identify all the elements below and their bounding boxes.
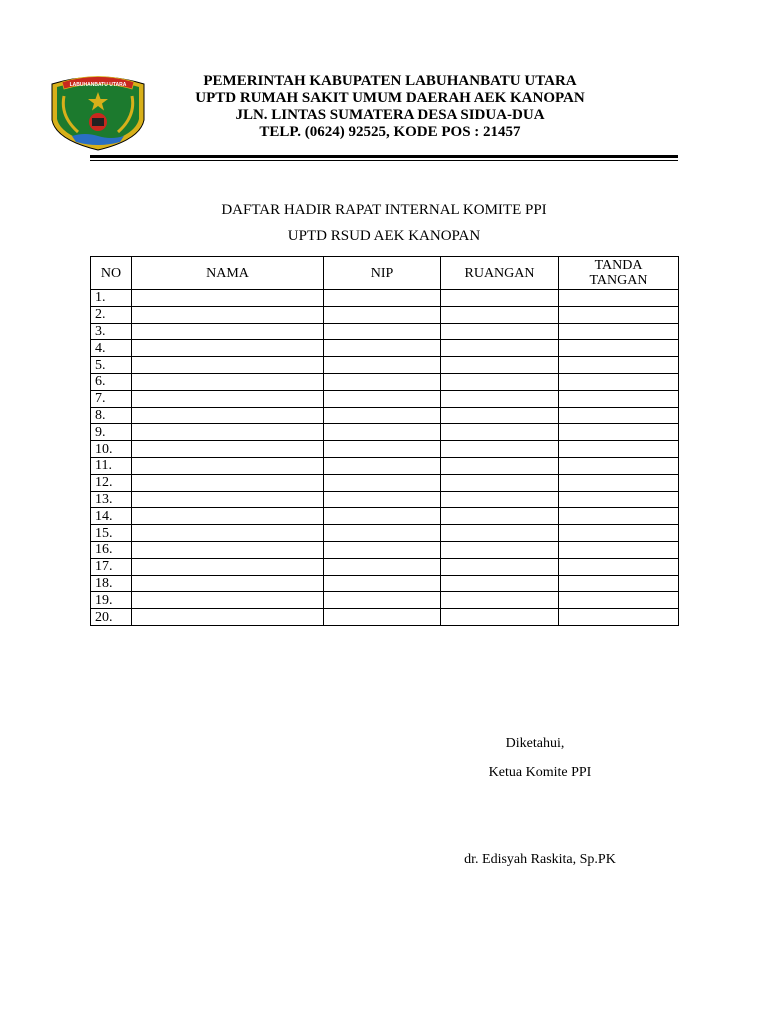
row-ruangan-cell[interactable] bbox=[441, 340, 559, 357]
row-nip-cell[interactable] bbox=[324, 290, 441, 307]
row-nama-cell[interactable] bbox=[132, 508, 324, 525]
row-ruangan-cell[interactable] bbox=[441, 424, 559, 441]
table-row bbox=[91, 306, 679, 323]
row-nip-cell[interactable] bbox=[324, 441, 441, 458]
letterhead-government-line: PEMERINTAH KABUPATEN LABUHANBATU UTARA bbox=[203, 73, 577, 89]
table-row bbox=[91, 441, 679, 458]
row-nama-cell[interactable] bbox=[132, 373, 324, 390]
row-ruangan-cell[interactable] bbox=[441, 491, 559, 508]
table-row bbox=[91, 357, 679, 374]
letterhead-contact-line: TELP. (0624) 92525, KODE POS : 21457 bbox=[259, 124, 521, 140]
row-nip-cell[interactable] bbox=[324, 407, 441, 424]
table-row bbox=[91, 424, 679, 441]
row-number: 11. bbox=[91, 457, 132, 474]
letterhead-hospital-line: UPTD RUMAH SAKIT UMUM DAERAH AEK KANOPAN bbox=[195, 90, 585, 106]
attendance-table-body bbox=[91, 290, 679, 626]
table-row bbox=[91, 457, 679, 474]
row-nama-cell[interactable] bbox=[132, 592, 324, 609]
row-ruangan-cell[interactable] bbox=[441, 373, 559, 390]
row-nama-cell[interactable] bbox=[132, 407, 324, 424]
row-signature-cell[interactable] bbox=[559, 525, 679, 542]
row-signature-cell[interactable] bbox=[559, 592, 679, 609]
row-number: 4. bbox=[91, 340, 132, 357]
row-nama-cell[interactable] bbox=[132, 457, 324, 474]
row-nip-cell[interactable] bbox=[324, 491, 441, 508]
row-nama-cell[interactable] bbox=[132, 323, 324, 340]
row-nip-cell[interactable] bbox=[324, 525, 441, 542]
table-row bbox=[91, 558, 679, 575]
row-nama-cell[interactable] bbox=[132, 424, 324, 441]
letterhead-divider-thin bbox=[90, 160, 678, 161]
row-nip-cell[interactable] bbox=[324, 306, 441, 323]
row-signature-cell[interactable] bbox=[559, 373, 679, 390]
row-number: 6. bbox=[91, 373, 132, 390]
row-ruangan-cell[interactable] bbox=[441, 541, 559, 558]
row-number: 19. bbox=[91, 592, 132, 609]
table-row bbox=[91, 323, 679, 340]
row-ruangan-cell[interactable] bbox=[441, 609, 559, 626]
row-number: 7. bbox=[91, 390, 132, 407]
header-nama: NAMA bbox=[132, 257, 324, 290]
row-nip-cell[interactable] bbox=[324, 474, 441, 491]
row-nip-cell[interactable] bbox=[324, 575, 441, 592]
row-nama-cell[interactable] bbox=[132, 290, 324, 307]
row-signature-cell[interactable] bbox=[559, 390, 679, 407]
row-number: 10. bbox=[91, 441, 132, 458]
row-signature-cell[interactable] bbox=[559, 508, 679, 525]
row-nip-cell[interactable] bbox=[324, 592, 441, 609]
letterhead-address-line: JLN. LINTAS SUMATERA DESA SIDUA-DUA bbox=[235, 107, 545, 123]
row-number: 20. bbox=[91, 609, 132, 626]
table-row bbox=[91, 491, 679, 508]
row-number: 13. bbox=[91, 491, 132, 508]
row-signature-cell[interactable] bbox=[559, 575, 679, 592]
row-number: 17. bbox=[91, 558, 132, 575]
row-ruangan-cell[interactable] bbox=[441, 290, 559, 307]
row-nama-cell[interactable] bbox=[132, 575, 324, 592]
row-nip-cell[interactable] bbox=[324, 323, 441, 340]
table-row bbox=[91, 575, 679, 592]
row-signature-cell[interactable] bbox=[559, 457, 679, 474]
row-nip-cell[interactable] bbox=[324, 357, 441, 374]
row-number: 5. bbox=[91, 357, 132, 374]
row-signature-cell[interactable] bbox=[559, 424, 679, 441]
row-nama-cell[interactable] bbox=[132, 491, 324, 508]
row-number: 16. bbox=[91, 541, 132, 558]
row-number: 9. bbox=[91, 424, 132, 441]
header-no: NO bbox=[91, 257, 132, 290]
row-nama-cell[interactable] bbox=[132, 525, 324, 542]
table-row bbox=[91, 541, 679, 558]
row-nama-cell[interactable] bbox=[132, 609, 324, 626]
row-nama-cell[interactable] bbox=[132, 340, 324, 357]
table-row bbox=[91, 609, 679, 626]
row-nama-cell[interactable] bbox=[132, 558, 324, 575]
table-row bbox=[91, 290, 679, 307]
row-ruangan-cell[interactable] bbox=[441, 474, 559, 491]
row-ruangan-cell[interactable] bbox=[441, 525, 559, 542]
row-signature-cell[interactable] bbox=[559, 491, 679, 508]
svg-text:LABUHANBATU UTARA: LABUHANBATU UTARA bbox=[69, 82, 127, 88]
row-ruangan-cell[interactable] bbox=[441, 323, 559, 340]
document-subtitle: UPTD RSUD AEK KANOPAN bbox=[287, 228, 481, 244]
table-row bbox=[91, 474, 679, 491]
row-number: 12. bbox=[91, 474, 132, 491]
row-signature-cell[interactable] bbox=[559, 306, 679, 323]
attendance-table-header-row bbox=[91, 257, 679, 290]
row-nip-cell[interactable] bbox=[324, 457, 441, 474]
row-nip-cell[interactable] bbox=[324, 508, 441, 525]
row-signature-cell[interactable] bbox=[559, 340, 679, 357]
row-nip-cell[interactable] bbox=[324, 340, 441, 357]
row-number: 14. bbox=[91, 508, 132, 525]
row-signature-cell[interactable] bbox=[559, 357, 679, 374]
table-row bbox=[91, 407, 679, 424]
row-nip-cell[interactable] bbox=[324, 541, 441, 558]
row-signature-cell[interactable] bbox=[559, 323, 679, 340]
letterhead-divider-thick bbox=[90, 155, 678, 158]
attendance-table bbox=[90, 256, 679, 626]
row-number: 2. bbox=[91, 306, 132, 323]
table-row bbox=[91, 373, 679, 390]
table-row bbox=[91, 508, 679, 525]
header-nip: NIP bbox=[324, 257, 441, 290]
row-ruangan-cell[interactable] bbox=[441, 558, 559, 575]
row-nip-cell[interactable] bbox=[324, 558, 441, 575]
header-tanda-tangan: TANDA TANGAN bbox=[559, 257, 679, 290]
table-row bbox=[91, 592, 679, 609]
row-number: 3. bbox=[91, 323, 132, 340]
row-ruangan-cell[interactable] bbox=[441, 457, 559, 474]
table-row bbox=[91, 525, 679, 542]
row-number: 18. bbox=[91, 575, 132, 592]
row-nama-cell[interactable] bbox=[132, 390, 324, 407]
row-nip-cell[interactable] bbox=[324, 609, 441, 626]
document-title: DAFTAR HADIR RAPAT INTERNAL KOMITE PPI bbox=[221, 202, 547, 218]
table-row bbox=[91, 390, 679, 407]
row-number: 8. bbox=[91, 407, 132, 424]
row-number: 1. bbox=[91, 290, 132, 307]
row-signature-cell[interactable] bbox=[559, 474, 679, 491]
signature-name: dr. Edisyah Raskita, Sp.PK bbox=[464, 852, 616, 867]
row-ruangan-cell[interactable] bbox=[441, 508, 559, 525]
row-nama-cell[interactable] bbox=[132, 441, 324, 458]
row-number: 15. bbox=[91, 525, 132, 542]
row-nip-cell[interactable] bbox=[324, 424, 441, 441]
row-signature-cell[interactable] bbox=[559, 541, 679, 558]
row-signature-cell[interactable] bbox=[559, 609, 679, 626]
row-ruangan-cell[interactable] bbox=[441, 592, 559, 609]
signature-role: Ketua Komite PPI bbox=[488, 765, 592, 780]
row-signature-cell[interactable] bbox=[559, 407, 679, 424]
row-nama-cell[interactable] bbox=[132, 541, 324, 558]
row-ruangan-cell[interactable] bbox=[441, 357, 559, 374]
row-nip-cell[interactable] bbox=[324, 390, 441, 407]
row-ruangan-cell[interactable] bbox=[441, 575, 559, 592]
row-ruangan-cell[interactable] bbox=[441, 306, 559, 323]
row-nip-cell[interactable] bbox=[324, 373, 441, 390]
row-ruangan-cell[interactable] bbox=[441, 441, 559, 458]
row-ruangan-cell[interactable] bbox=[441, 407, 559, 424]
row-signature-cell[interactable] bbox=[559, 558, 679, 575]
row-nama-cell[interactable] bbox=[132, 306, 324, 323]
header-ruangan: RUANGAN bbox=[441, 257, 559, 290]
table-row bbox=[91, 340, 679, 357]
row-signature-cell[interactable] bbox=[559, 441, 679, 458]
row-nama-cell[interactable] bbox=[132, 474, 324, 491]
signature-known-label: Diketahui, bbox=[505, 736, 565, 751]
row-nama-cell[interactable] bbox=[132, 357, 324, 374]
row-ruangan-cell[interactable] bbox=[441, 390, 559, 407]
row-signature-cell[interactable] bbox=[559, 290, 679, 307]
